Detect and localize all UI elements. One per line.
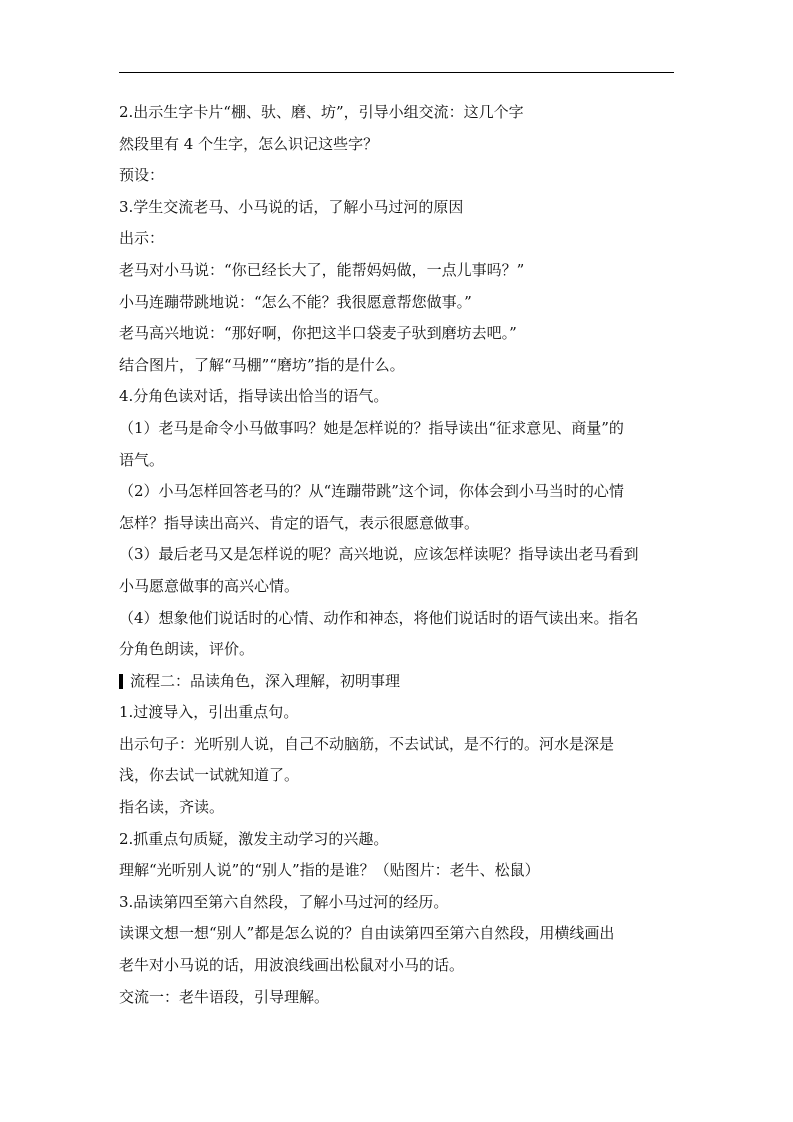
text-line: （1）老马是命令小马做事吗？她是怎样说的？指导读出“征求意见、商量”的	[119, 418, 624, 437]
text-line: 语气。	[119, 450, 165, 469]
text-line: 老马对小马说：“你已经长大了，能帮妈妈做，一点儿事吗？”	[119, 260, 525, 279]
text-line: 出示：	[119, 229, 165, 248]
text-line: 预设：	[119, 166, 165, 185]
section-heading	[119, 666, 679, 698]
text-line: （2）小马怎样回答老马的？从“连蹦带跳”这个词，你体会到小马当时的心情	[119, 482, 624, 501]
text-line: 3.品读第四至第六自然段，了解小马过河的经历。	[119, 892, 449, 911]
text-line: 小马愿意做事的高兴心情。	[119, 576, 300, 595]
text-line: 结合图片，了解“马棚”“磨坊”指的是什么。	[119, 355, 405, 374]
section-heading-text: 流程二：品读角色，深入理解，初明事理	[130, 671, 401, 690]
text-line: 读课文想一想“别人”都是怎么说的？自由读第四至第六自然段，用横线画出	[119, 924, 615, 943]
text-line: 出示句子：光听别人说，自己不动脑筋，不去试试，是不行的。河水是深是	[119, 734, 615, 753]
text-line: 4.分角色读对话，指导读出恰当的语气。	[119, 387, 389, 406]
text-line: 理解“光听别人说”的“别人”指的是谁？（贴图片：老牛、松鼠）	[119, 861, 540, 880]
text-line: 老牛对小马说的话，用波浪线画出松鼠对小马的话。	[119, 956, 465, 975]
document-body	[119, 97, 679, 1013]
text-line: 指名读，齐读。	[119, 798, 225, 817]
header-rule	[119, 72, 674, 73]
text-line: 3.学生交流老马、小马说的话，了解小马过河的原因	[119, 197, 464, 216]
text-line: 分角色朗读，评价。	[119, 640, 255, 659]
text-line: 1.过渡导入，引出重点句。	[119, 703, 299, 722]
text-line: 老马高兴地说：“那好啊，你把这半口袋麦子驮到磨坊去吧。”	[119, 324, 517, 343]
text-line: 然段里有 4 个生字，怎么识记这些字？	[119, 134, 379, 153]
text-line: （3）最后老马又是怎样说的呢？高兴地说，应该怎样读呢？指导读出老马看到	[119, 545, 639, 564]
text-line: 怎样？指导读出高兴、肯定的语气，表示很愿意做事。	[119, 513, 480, 532]
heading-marker-icon	[119, 674, 123, 689]
text-line: （4）想象他们说话时的心情、动作和神态，将他们说话时的语气读出来。指名	[119, 608, 639, 627]
text-line: 2.抓重点句质疑，激发主动学习的兴趣。	[119, 829, 389, 848]
text-line: 浅，你去试一试就知道了。	[119, 766, 300, 785]
text-line: 交流一：老牛语段，引导理解。	[119, 987, 330, 1006]
text-line: 2.出示生字卡片“棚、驮、磨、坊”，引导小组交流：这几个字	[119, 103, 524, 121]
text-line: 小马连蹦带跳地说：“怎么不能？我很愿意帮您做事。”	[119, 292, 472, 311]
